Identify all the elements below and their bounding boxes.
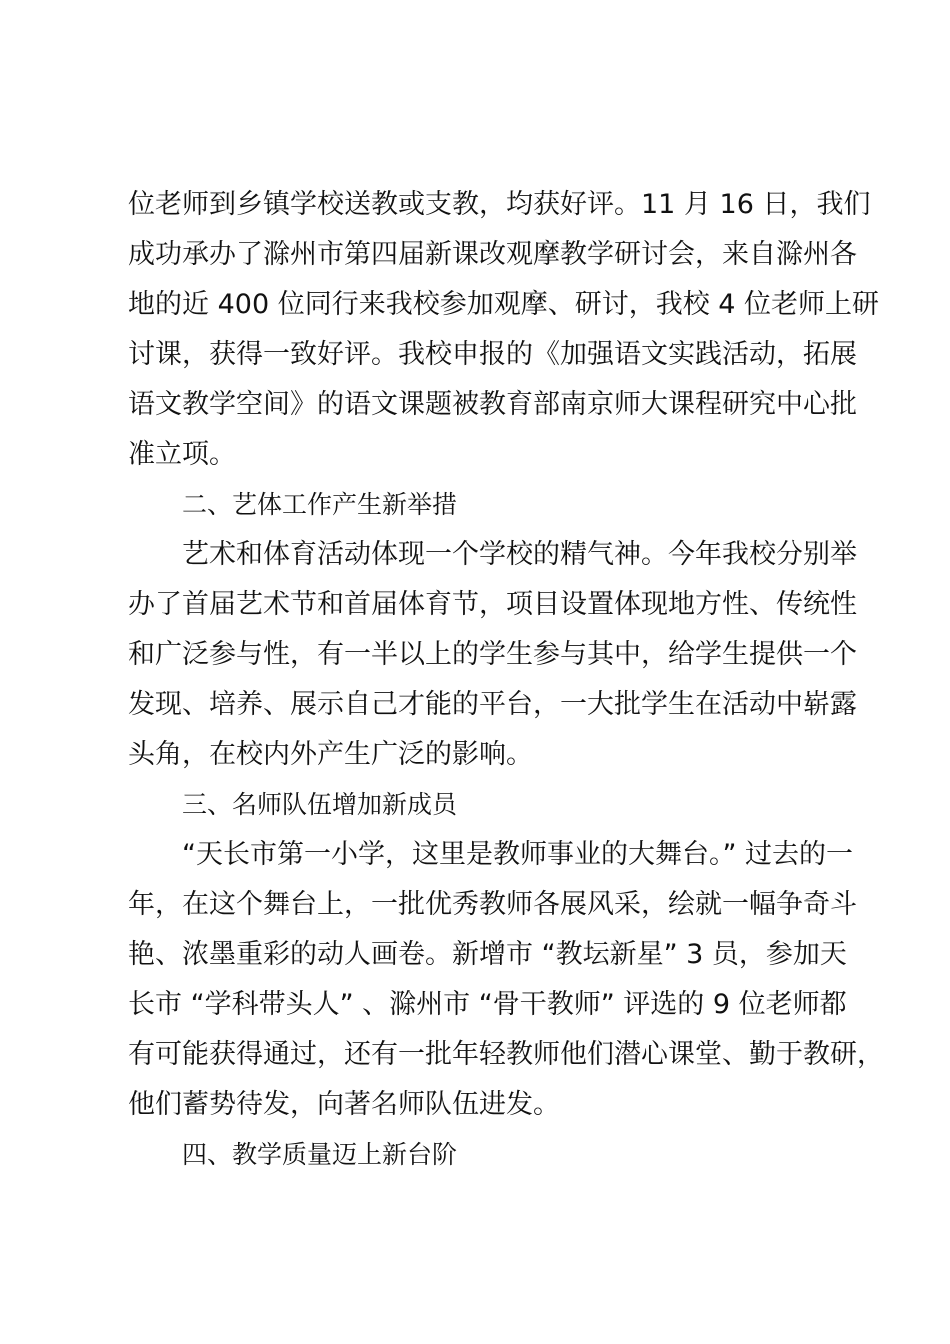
paragraph-line: “天长市第一小学，这里是教师事业的大舞台。” 过去的一 bbox=[182, 839, 854, 870]
paragraph-line: 长市 “学科带头人” 、滁州市 “骨干教师” 评选的 9 位老师都 bbox=[128, 989, 847, 1020]
paragraph-line: 头角，在校内外产生广泛的影响。 bbox=[128, 739, 533, 770]
paragraph-line: 艺术和体育活动体现一个学校的精气神。今年我校分别举 bbox=[182, 539, 857, 570]
paragraph-line: 成功承办了滁州市第四届新课改观摩教学研讨会，来自滁州各 bbox=[128, 239, 857, 270]
section-heading: 四、教学质量迈上新台阶 bbox=[182, 1140, 458, 1169]
section-heading: 三、名师队伍增加新成员 bbox=[182, 790, 458, 819]
paragraph-line: 艳、浓墨重彩的动人画卷。新增市 “教坛新星” 3 员，参加天 bbox=[128, 939, 847, 970]
paragraph-line: 年，在这个舞台上，一批优秀教师各展风采，绘就一幅争奇斗 bbox=[128, 889, 857, 920]
paragraph-line: 他们蓄势待发，向著名师队伍进发。 bbox=[128, 1089, 560, 1120]
paragraph-line: 有可能获得通过，还有一批年轻教师他们潜心课堂、勤于教研， bbox=[128, 1039, 884, 1070]
document-body bbox=[128, 180, 884, 1180]
paragraph-line: 讨课，获得一致好评。我校申报的《加强语文实践活动，拓展 bbox=[128, 339, 857, 370]
section-heading: 二、艺体工作产生新举措 bbox=[182, 490, 458, 519]
paragraph-line: 发现、培养、展示自己才能的平台，一大批学生在活动中崭露 bbox=[128, 689, 857, 720]
paragraph-line: 地的近 400 位同行来我校参加观摩、研讨，我校 4 位老师上研 bbox=[128, 289, 880, 320]
paragraph-line: 准立项。 bbox=[128, 439, 236, 470]
paragraph-line: 办了首届艺术节和首届体育节，项目设置体现地方性、传统性 bbox=[128, 589, 857, 620]
paragraph-line: 和广泛参与性，有一半以上的学生参与其中，给学生提供一个 bbox=[128, 639, 857, 670]
paragraph-line: 语文教学空间》的语文课题被教育部南京师大课程研究中心批 bbox=[128, 389, 857, 420]
paragraph-line: 位老师到乡镇学校送教或支教，均获好评。11 月 16 日，我们 bbox=[128, 189, 871, 220]
